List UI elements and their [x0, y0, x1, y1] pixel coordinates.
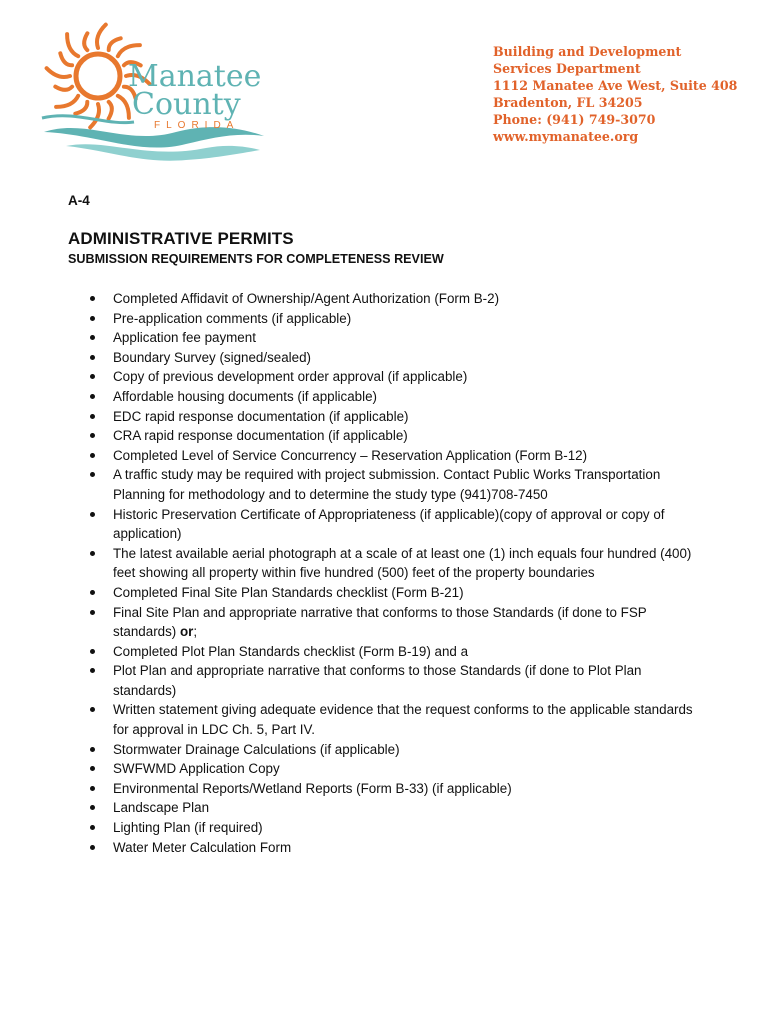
requirement-suffix: ; [193, 624, 198, 640]
requirement-item [68, 426, 708, 446]
requirement-item [68, 348, 708, 368]
sun-ray-icon [47, 68, 70, 77]
sun-ray-icon [84, 33, 87, 50]
sun-ray-icon [109, 102, 112, 119]
manatee-county-logo [36, 14, 276, 164]
requirement-emphasis: or [180, 624, 194, 640]
requirement-text: EDC rapid response documentation (if applicable) [113, 408, 409, 424]
bullet-icon [90, 316, 95, 321]
logo-line-3: FLORIDA [154, 120, 240, 131]
requirement-text: Completed Final Site Plan Standards checklist (Form B-21) [113, 584, 464, 600]
sun-ray-icon [97, 25, 106, 48]
address-line: Building and Development [493, 44, 682, 59]
bullet-icon [90, 610, 95, 615]
requirement-item [68, 603, 708, 642]
sun-ray-icon [60, 53, 72, 65]
sun-ray-icon [56, 96, 78, 107]
requirement-item [68, 642, 708, 662]
requirement-item [68, 289, 708, 309]
bullet-icon [90, 374, 95, 379]
requirement-text: Affordable housing documents (if applicable) [113, 388, 378, 404]
form-code: A-4 [68, 193, 90, 208]
bullet-icon [90, 335, 95, 340]
requirement-text: Historic Preservation Certificate of Appropriateness (if applicable)(copy of approval or copy of application) [113, 506, 665, 542]
requirement-text: Copy of previous development order approval (if applicable) [113, 369, 468, 385]
bullet-icon [90, 707, 95, 712]
bullet-icon [90, 668, 95, 673]
page-title: ADMINISTRATIVE PERMITS [68, 229, 294, 248]
requirement-item [68, 407, 708, 427]
bullet-icon [90, 825, 95, 830]
bullet-icon [90, 394, 95, 399]
requirement-item [68, 465, 708, 504]
bullet-icon [90, 845, 95, 850]
bullet-icon [90, 472, 95, 477]
sun-ray-icon [118, 45, 140, 56]
bullet-icon [90, 512, 95, 517]
address-line: Bradenton, FL 34205 [493, 95, 643, 110]
requirement-text: Plot Plan and appropriate narrative that conforms to those Standards (if done to Plot Plan standards) [113, 663, 642, 698]
requirement-text: Completed Affidavit of Ownership/Agent Authorization (Form B-2) [113, 291, 500, 306]
sun-logo-icon [36, 14, 276, 164]
requirement-item [68, 798, 708, 818]
department-address [493, 43, 763, 145]
requirement-item [68, 759, 708, 779]
sun-ray-icon [55, 87, 72, 90]
requirement-text: Environmental Reports/Wetland Reports (Form B-33) (if applicable) [113, 780, 512, 796]
bullet-icon [90, 296, 95, 301]
requirement-item [68, 661, 708, 700]
requirement-text: Boundary Survey (signed/sealed) [113, 349, 311, 365]
sun-ray-icon [109, 38, 121, 50]
requirement-item [68, 367, 708, 387]
bullet-icon [90, 551, 95, 556]
requirement-text: SWFWMD Application Copy [113, 761, 280, 777]
requirement-text: Written statement giving adequate evidence that the request conforms to the applicable standards for approval in LDC Ch. 5, Part IV. [113, 702, 693, 738]
requirement-item [68, 309, 708, 329]
sun-ray-icon [118, 96, 129, 118]
requirement-text: Completed Level of Service Concurrency – Reservation Application (Form B-12) [113, 447, 588, 463]
logo-line-2: County [132, 87, 241, 122]
bullet-icon [90, 649, 95, 654]
sun-ray-icon [75, 102, 87, 114]
requirement-text: Pre-application comments (if applicable) [113, 310, 352, 326]
bullet-icon [90, 786, 95, 791]
requirement-item [68, 740, 708, 760]
requirement-item [68, 544, 708, 583]
requirement-item [68, 387, 708, 407]
requirement-text: Lighting Plan (if required) [113, 820, 263, 836]
requirement-text: Completed Plot Plan Standards checklist (Form B-19) and a [113, 643, 469, 659]
requirement-text: Water Meter Calculation Form [113, 839, 292, 855]
address-line: Phone: (941) 749-3070 [493, 112, 656, 127]
requirement-item [68, 779, 708, 799]
bullet-icon [90, 805, 95, 810]
bullet-icon [90, 747, 95, 752]
requirement-text: Landscape Plan [113, 800, 210, 816]
requirement-text: The latest available aerial photograph at a scale of at least one (1) inch equals four hundred (400) feet showing all property within five hundred (500) feet of the property boundaries [113, 545, 692, 581]
requirement-item [68, 583, 708, 603]
sun-ray-icon [90, 104, 99, 127]
sun-ray-icon [67, 34, 78, 56]
bullet-icon [90, 414, 95, 419]
bullet-icon [90, 766, 95, 771]
requirement-text: Final Site Plan and appropriate narrative that conforms to those Standards (if done to FSP standards) [113, 604, 647, 640]
requirement-text: A traffic study may be required with project submission. Contact Public Works Transportation Planning for methodology and to determine the study type (941)708-7450 [113, 467, 661, 502]
bullet-icon [90, 453, 95, 458]
bullet-icon [90, 433, 95, 438]
address-line: Services Department [493, 61, 641, 76]
address-line: 1112 Manatee Ave West, Suite 408 [493, 78, 738, 93]
requirement-item [68, 505, 708, 544]
requirement-item [68, 328, 708, 348]
bullet-icon [90, 590, 95, 595]
requirement-item [68, 818, 708, 838]
requirements-list [68, 289, 708, 857]
requirement-item [68, 446, 708, 466]
requirement-item [68, 700, 708, 739]
address-line[interactable]: www.mymanatee.org [493, 129, 639, 144]
requirement-text: CRA rapid response documentation (if applicable) [113, 428, 408, 444]
bullet-icon [90, 355, 95, 360]
requirement-text: Application fee payment [113, 330, 256, 346]
page-subtitle: SUBMISSION REQUIREMENTS FOR COMPLETENESS REVIEW [68, 252, 444, 266]
requirement-text: Stormwater Drainage Calculations (if applicable) [113, 741, 400, 757]
requirement-item [68, 838, 708, 858]
logo-line-1: Manatee [128, 59, 262, 94]
